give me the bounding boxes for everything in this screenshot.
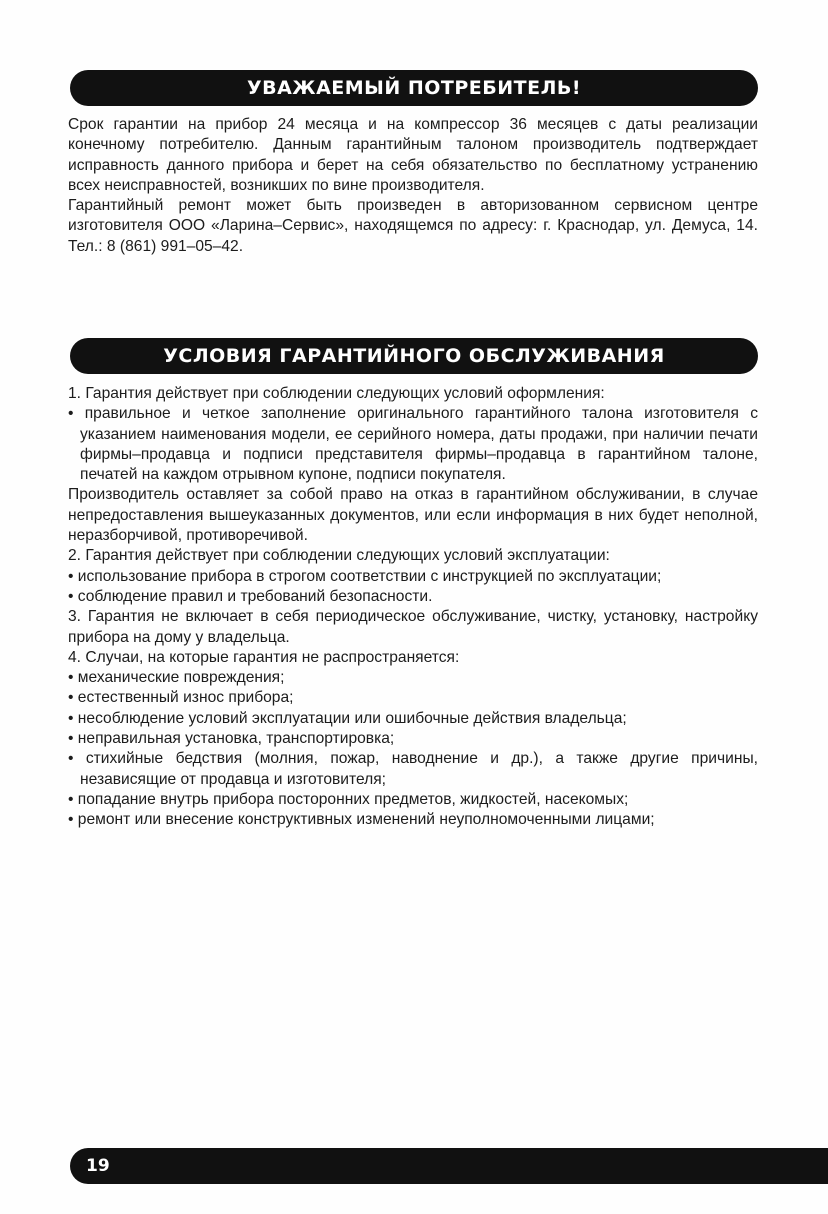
section-body-dear-customer [68, 115, 758, 257]
exclusion-bullet: • ремонт или внесение конструктивных изменений неуполномоченными лицами; [68, 811, 655, 829]
condition-note: Производитель оставляет за собой право на отказ в гарантийном обслуживании, в случае непредоставления вышеуказанных документов, или если информация в них будет неполной, неразборчивой, противоречивой. [68, 486, 758, 545]
condition-bullet: • использование прибора в строгом соответствии с инструкцией по эксплуатации; [68, 567, 662, 585]
exclusion-bullet: • неправильная установка, транспортировка; [68, 730, 395, 748]
exclusion-bullet: • естественный износ прибора; [68, 689, 294, 707]
exclusion-bullet: • механические повреждения; [68, 669, 285, 687]
section-title-dear-customer: УВАЖАЕМЫЙ ПОТРЕБИТЕЛЬ! [70, 70, 758, 106]
condition-item-2: 2. Гарантия действует при соблюдении следующих условий эксплуатации: [68, 547, 610, 565]
paragraph-service-center: Гарантийный ремонт может быть произведен в авторизованном сервисном центре изготовителя ООО «Ларина–Сервис», находящемся по адресу: г. Краснодар, ул. Демуса, 14. Тел.: 8 (861) 991–05–42. [68, 197, 758, 255]
page-number: 19 [86, 1156, 110, 1176]
footer-bar [70, 1148, 828, 1184]
exclusion-bullet: • попадание внутрь прибора посторонних предметов, жидкостей, насекомых; [68, 790, 629, 808]
exclusion-bullet: • несоблюдение условий эксплуатации или ошибочные действия владельца; [68, 709, 627, 727]
exclusion-bullet: • стихийные бедствия (молния, пожар, наводнение и др.), а также другие причины, независящие от продавца и изготовителя; [68, 750, 758, 788]
condition-item-3: 3. Гарантия не включает в себя периодическое обслуживание, чистку, установку, настройку прибора на дому у владельца. [68, 608, 758, 646]
condition-bullet: • соблюдение правил и требований безопасности. [68, 587, 433, 605]
condition-item-1: 1. Гарантия действует при соблюдении следующих условий оформления: [68, 385, 605, 402]
condition-bullet: • правильное и четкое заполнение оригинального гарантийного талона изготовителя с указанием наименования модели, ее серийного номера, даты продажи, при наличии печати фирмы–продавца и подписи представителя фирмы–продавца в гарантийном талоне, печатей на каждом отрывном купоне, подписи покупателя. [68, 405, 758, 484]
condition-item-4: 4. Случаи, на которые гарантия не распространяется: [68, 648, 460, 666]
section-title-warranty-conditions: УСЛОВИЯ ГАРАНТИЙНОГО ОБСЛУЖИВАНИЯ [70, 338, 758, 374]
section-body-warranty-conditions [68, 384, 758, 831]
paragraph-warranty-period: Срок гарантии на прибор 24 месяца и на компрессор 36 месяцев с даты реализации конечному потребителю. Данным гарантийным талоном производитель подтверждает исправность данного прибора и берет на себя обязательство по бесплатному устранению всех неисправностей, возникших по вине производителя. [68, 116, 758, 194]
